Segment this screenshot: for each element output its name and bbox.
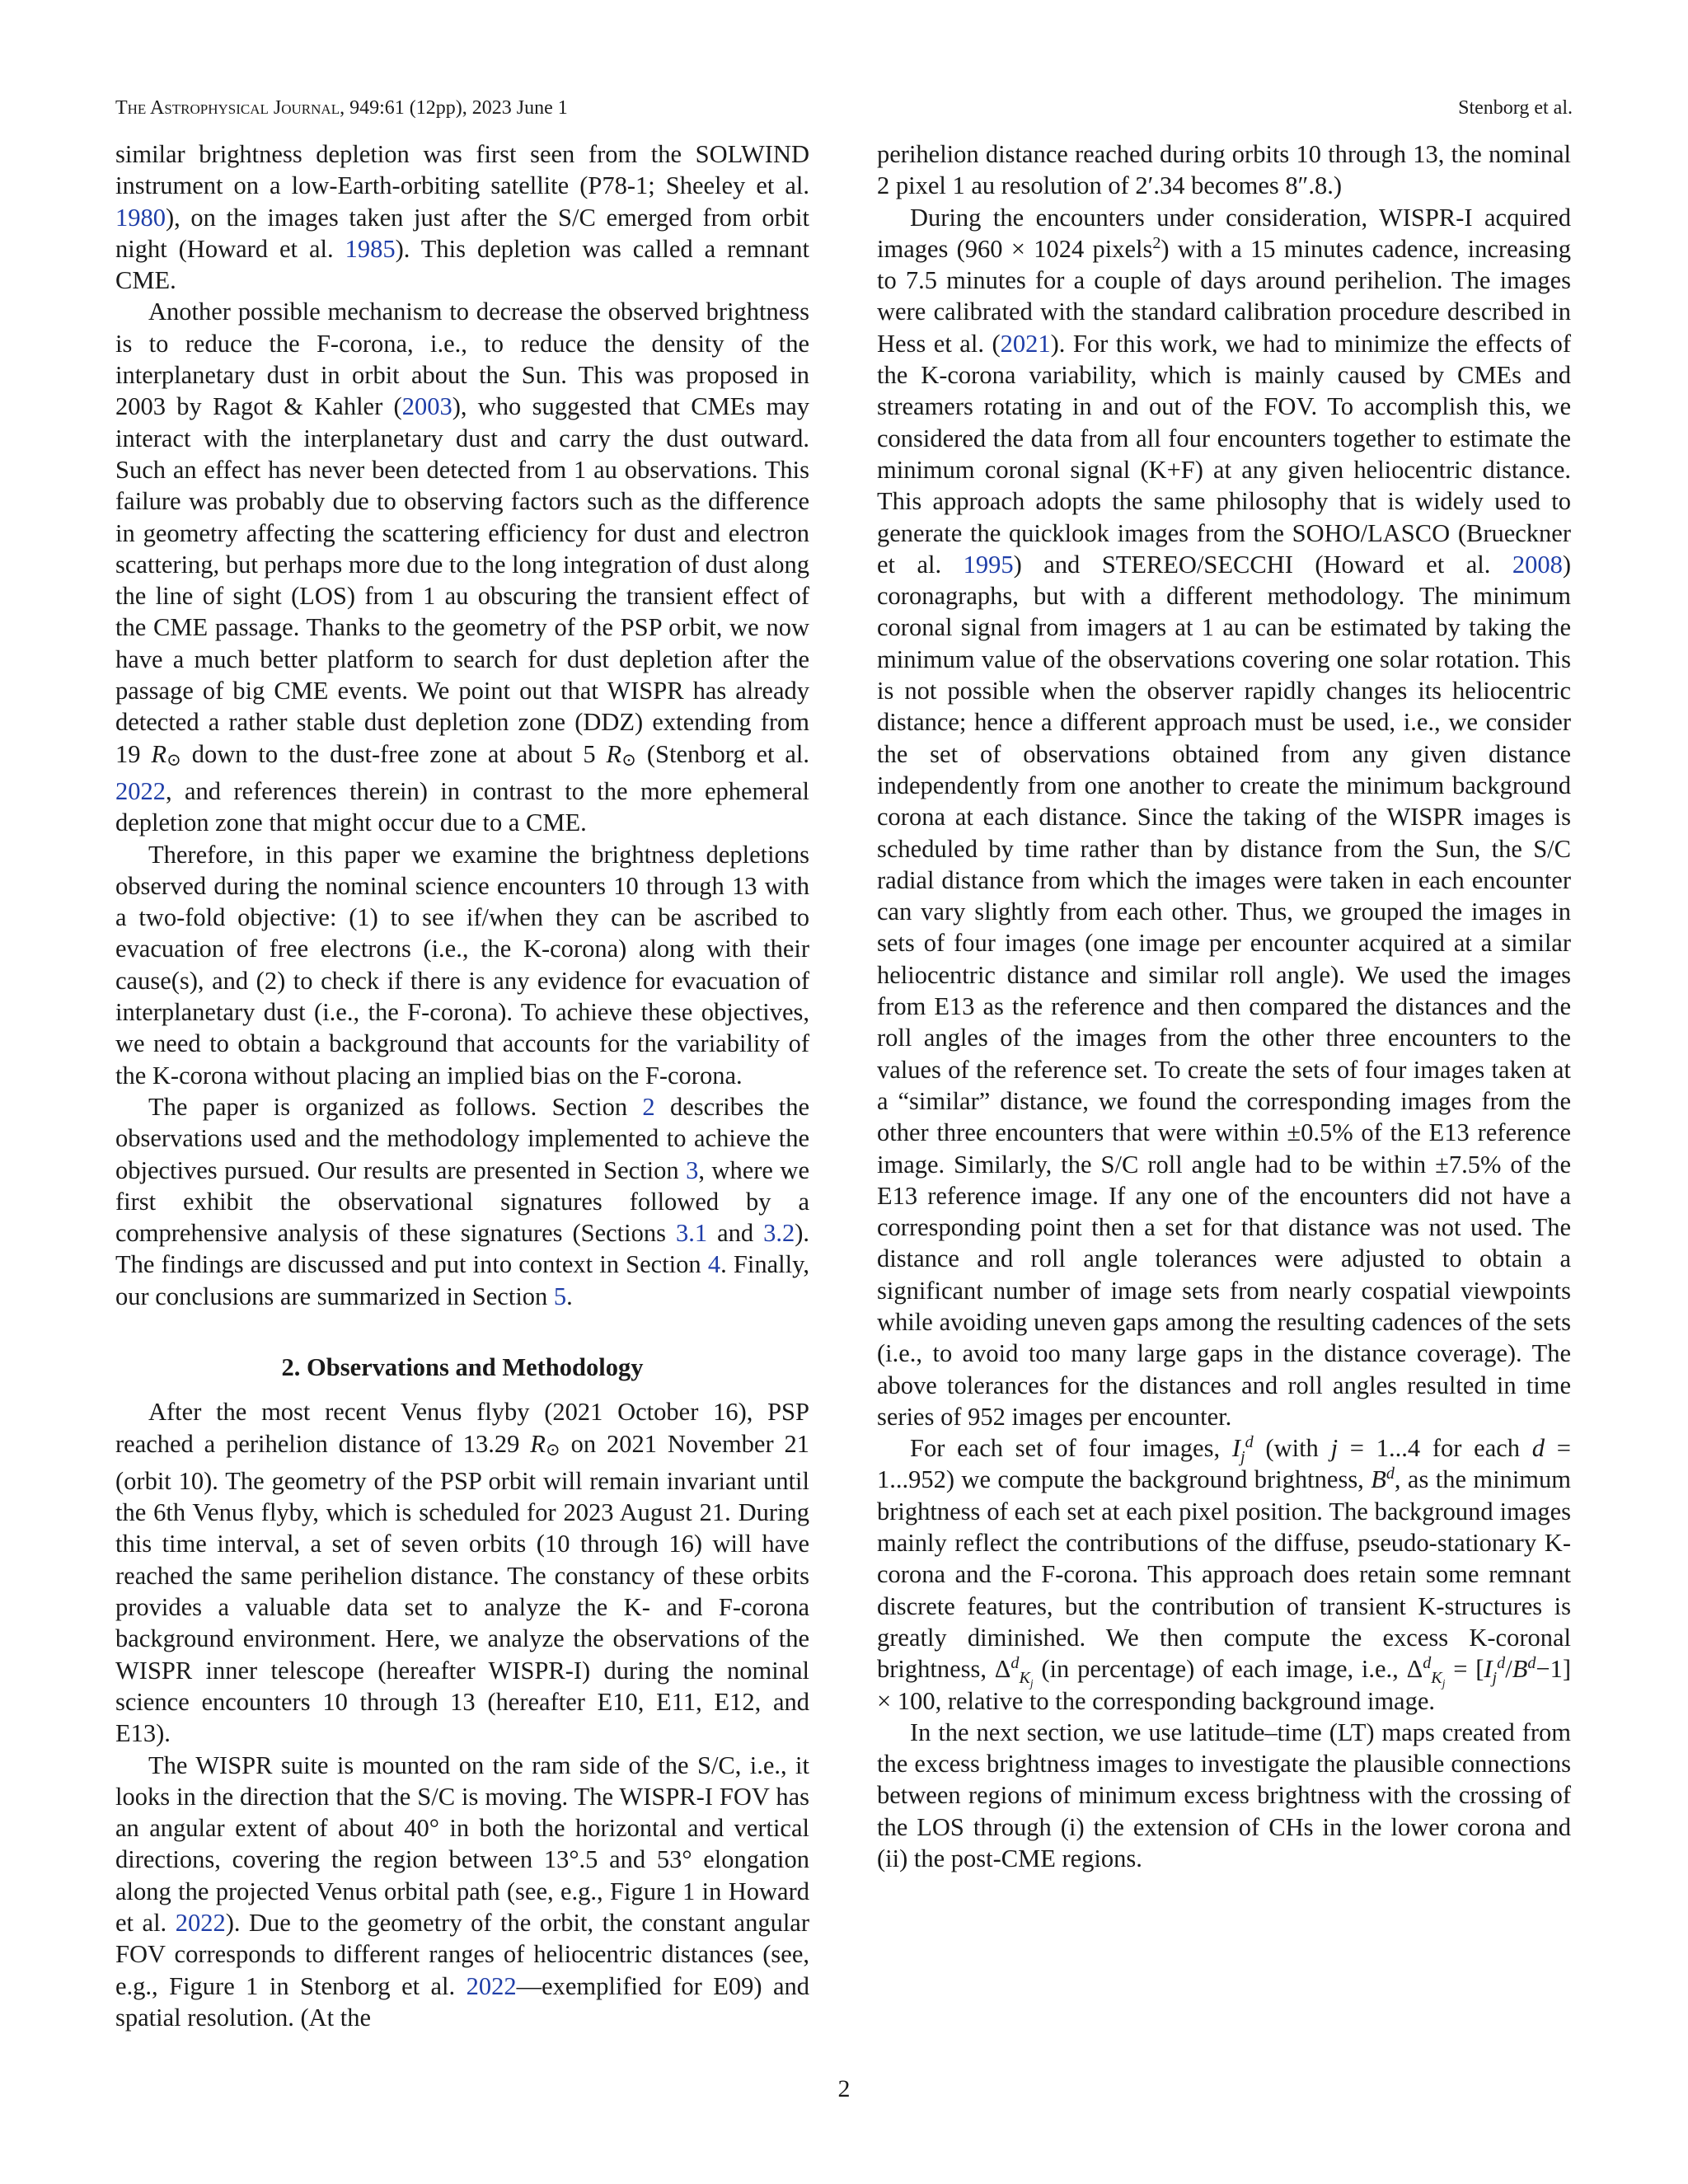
right-column: [877, 138, 1571, 1874]
citation-link[interactable]: 2021: [1000, 329, 1051, 358]
body-paragraph: similar brightness depletion was first seen from the SOLWIND instrument on a low-Earth-orbiting satellite (P78-1; Sheeley et al. 1980), on the images taken just after the S/C emerged from orbit night (Howard et al. 1985). This depletion was called a remnant CME.: [115, 140, 810, 295]
citation-link[interactable]: 1995: [963, 550, 1014, 579]
body-paragraph: perihelion distance reached during orbits 10 through 13, the nominal 2 pixel 1 au resolution of 2′.34 becomes 8″.8.): [877, 140, 1571, 200]
citation-link[interactable]: 2022: [175, 1909, 226, 1938]
section-link[interactable]: 3.1: [675, 1219, 708, 1248]
section-link[interactable]: 4: [707, 1250, 721, 1279]
citation-link[interactable]: 2022: [115, 776, 166, 805]
citation-link[interactable]: 2003: [401, 392, 452, 421]
body-paragraph: The WISPR suite is mounted on the ram side of the S/C, i.e., it looks in the direction that the S/C is moving. The WISPR-I FOV has an angular extent of about 40° in both the horizontal and vertical directions, covering the region between 13°.5 and 53° elongation along the projected Venus orbital path (see, e.g., Figure 1 in Howard et al. 2022). Due to the geometry of the orbit, the constant angular FOV corresponds to different ranges of heliocentric distances (see, e.g., Figure 1 in Stenborg et al. 2022—exemplified for E09) and spatial resolution. (At the: [115, 1750, 809, 2032]
body-paragraph: For each set of four images, $I_j^d$ (with j = 1...4 for each d = 1...952) we compute the background brightness, $B^d$, as the minimum brightness of each set at each pixel position. The background images mainly reflect the contributions of the diffuse, pseudo-stationary K-corona and the F-corona. This approach does retain some remnant discrete features, but the contribution of transient K-structures is greatly diminished. We then compute the excess K-coronal brightness, $\Delta^d_{K_j}$ (in percentage) of each image, i.e., $\Delta^d_{K_j} = [I_j^d/B^d-1] \times 100$, relative to the corresponding background image.: [877, 1433, 1571, 1715]
citation-link[interactable]: 2008: [1512, 550, 1563, 579]
section-heading: 2. Observations and Methodology: [281, 1352, 644, 1381]
body-paragraph: The paper is organized as follows. Section 2 describes the observations used and the methodology implemented to achieve the objectives pursued. Our results are presented in Section 3, where we first exhibit the observational signatures followed by a comprehensive analysis of these signatures (Sections 3.1 and 3.2). The findings are discussed and put into context in Section 4. Finally, our conclusions are summarized in Section 5.: [115, 1092, 810, 1310]
body-paragraph: During the encounters under consideration, WISPR-I acquired images (960 × 1024 pixels$^2$) with a 15 minutes cadence, increasing to 7.5 minutes for a couple of days around perihelion. The images were calibrated with the standard calibration procedure described in Hess et al. (2021). For this work, we had to minimize the effects of the K-corona variability, which is mainly caused by CMEs and streamers rotating in and out of the FOV. To accomplish this, we considered the data from all four encounters together to estimate the minimum coronal signal (K+F) at any given heliocentric distance. This approach adopts the same philosophy that is widely used to generate the quicklook images from the SOHO/LASCO (Brueckner et al. 1995) and STEREO/SECCHI (Howard et al. 2008) coronagraphs, but with a different methodology. The minimum coronal signal from imagers at 1 au can be estimated by taking the minimum value of the observations covering one solar rotation. This is not possible when the observer rapidly changes its heliocentric distance; hence a different approach must be used, i.e., we consider the set of observations obtained from any given distance independently from one another to create the minimum background corona at each distance. Since the taking of the WISPR images is scheduled by time rather than by distance from the Sun, the S/C radial distance from which the images were taken in each encounter can vary slightly from each other. Thus, we grouped the images in sets of four images (one image per encounter acquired at a similar heliocentric distance and similar roll angle). We used the images from E13 as the reference and then compared the distances and the roll angles of the images from the other three encounters to the values of the reference set. To create the sets of four images taken at a “similar” distance, we found the corresponding images from the other three encounters that were within ±0.5% of the E13 reference image. Similarly, the S/C roll angle had to be within ±7.5% of the E13 reference image. If any one of the encounters did not have a corresponding point then a set for that distance was not used. The distance and roll angle tolerances were adjusted to obtain a significant number of image sets from nearly cospatial viewpoints while avoiding uneven gaps among the resulting cadences of the sets (i.e., to avoid too many large gaps in the distance coverage). The above tolerances for the distances and roll angles resulted in time series of 952 images per encounter.: [877, 203, 1572, 1431]
section-link[interactable]: 5: [553, 1282, 567, 1310]
journal-volume-date: , 949:61 (12pp), 2023 June 1: [340, 97, 568, 119]
journal-name: The Astrophysical Journal: [115, 97, 340, 119]
body-paragraph: After the most recent Venus flyby (2021 October 16), PSP reached a perihelion distance of 13.29 R⊙ on 2021 November 21 (orbit 10). The geometry of the PSP orbit will remain invariant until the 6th Venus flyby, which is scheduled for 2023 August 21. During this time interval, a set of seven orbits (10 through 16) will have reached the same perihelion distance. The constancy of these orbits provides a valuable data set to analyze the K- and F-corona background environment. Here, we analyze the observations of the WISPR inner telescope (hereafter WISPR-I) during the nominal science encounters 10 through 13 (hereafter E10, E11, E12, and E13).: [115, 1398, 809, 1748]
section-link[interactable]: 3.2: [763, 1219, 795, 1248]
section-link[interactable]: 2: [642, 1092, 655, 1121]
section-link[interactable]: 3: [686, 1155, 699, 1184]
citation-link[interactable]: 1985: [345, 234, 396, 263]
body-paragraph: Therefore, in this paper we examine the brightness depletions observed during the nominal science encounters 10 through 13 with a two-fold objective: (1) to see if/when they can be ascribed to evacuation of free electrons (i.e., the K-corona) along with their cause(s), and (2) to check if there is any evidence for evacuation of interplanetary dust (i.e., the F-corona). To achieve these objectives, we need to obtain a background that accounts for the variability of the K-corona without placing an implied bias on the F-corona.: [115, 840, 809, 1090]
page-header: [115, 96, 1573, 120]
left-column: [115, 138, 809, 2033]
running-authors: Stenborg et al.: [1458, 97, 1573, 119]
page-number: 2: [837, 2075, 851, 2102]
running-journal-citation: [115, 96, 568, 120]
citation-link[interactable]: 1980: [115, 203, 166, 232]
body-paragraph: In the next section, we use latitude–time (LT) maps created from the excess brightness images to investigate the plausible connections between regions of minimum excess brightness with the crossing of the LOS through (i) the extension of CHs in the lower corona and (ii) the post-CME regions.: [877, 1718, 1571, 1873]
citation-link[interactable]: 2022: [466, 1971, 517, 2000]
body-paragraph: Another possible mechanism to decrease the observed brightness is to reduce the F-corona, i.e., to reduce the density of the interplanetary dust in orbit about the Sun. This was proposed in 2003 by Ragot & Kahler (2003), who suggested that CMEs may interact with the interplanetary dust and carry the dust outward. Such an effect has never been detected from 1 au observations. This failure was probably due to observing factors such as the difference in geometry affecting the scattering efficiency for dust and electron scattering, but perhaps more due to the long integration of dust along the line of sight (LOS) from 1 au obscuring the transient effect of the CME passage. Thanks to the geometry of the PSP orbit, we now have a much better platform to search for dust depletion after the passage of big CME events. We point out that WISPR has already detected a rather stable dust depletion zone (DDZ) extending from 19 R⊙ down to the dust-free zone at about 5 R⊙ (Stenborg et al. 2022, and references therein) in contrast to the more ephemeral depletion zone that might occur due to a CME.: [115, 298, 810, 837]
